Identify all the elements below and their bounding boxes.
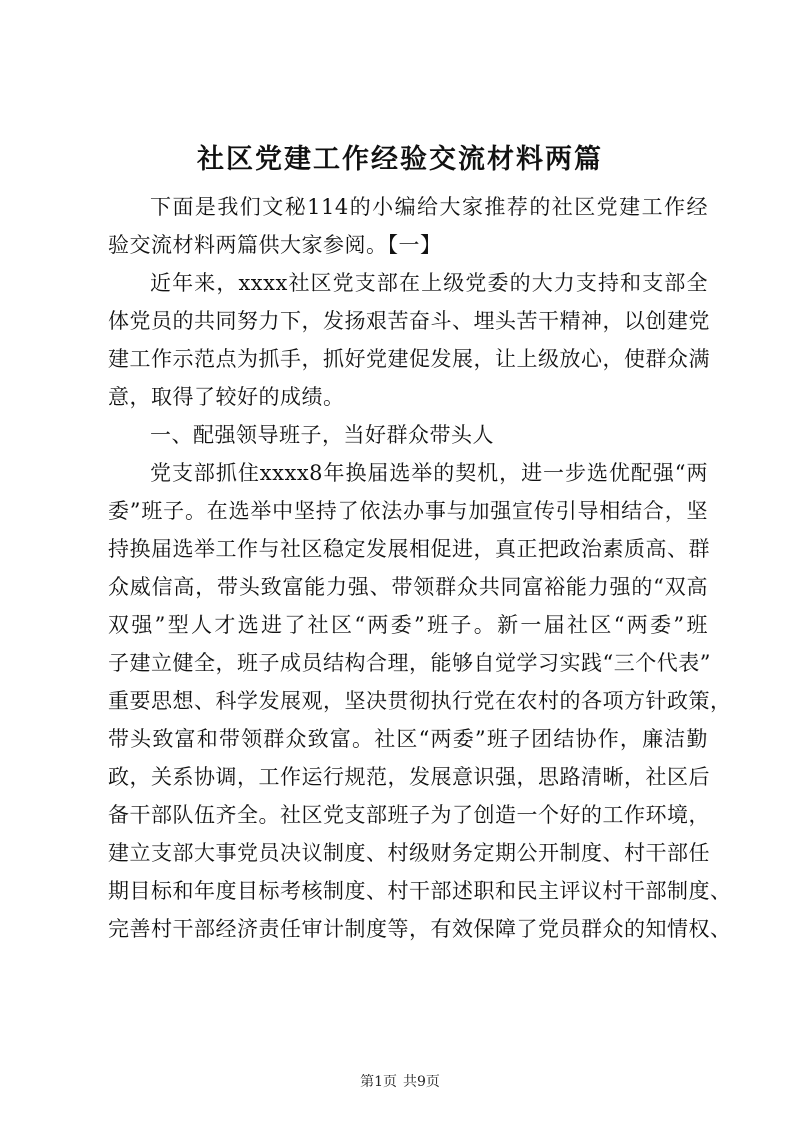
- paragraph-line: 建立支部大事党员决议制度、村级财务定期公开制度、村干部任: [108, 841, 710, 865]
- paragraph-line: 完善村干部经济责任审计制度等，有效保障了党员群众的知情权、: [108, 917, 732, 941]
- paragraph-line: 子建立健全，班子成员结构合理，能够自觉学习实践“三个代表”: [108, 651, 711, 675]
- paragraph-line: 期目标和年度目标考核制度、村干部述职和民主评议村干部制度、: [108, 879, 732, 903]
- paragraph-line: 政，关系协调，工作运行规范，发展意识强，思路清晰，社区后: [108, 765, 710, 789]
- paragraph-line: 众威信高，带头致富能力强、带领群众共同富裕能力强的“双高: [108, 575, 708, 599]
- section-heading: 一、配强领导班子，当好群众带头人: [150, 423, 494, 447]
- paragraph-line: 验交流材料两篇供大家参阅。【一】: [108, 233, 442, 257]
- paragraph-line: 体党员的共同努力下，发扬艰苦奋斗、埋头苦干精神，以创建党: [108, 309, 710, 333]
- page-number: 第1页: [360, 1074, 397, 1090]
- page-footer: [0, 1072, 800, 1092]
- paragraph-line: 备干部队伍齐全。社区党支部班子为了创造一个好的工作环境，: [108, 803, 710, 827]
- paragraph-line: 重要思想、科学发展观，坚决贯彻执行党在农村的各项方针政策，: [108, 689, 732, 713]
- paragraph-line: 近年来，xxxx社区党支部在上级党委的大力支持和支部全: [150, 271, 708, 295]
- paragraph-line: 建工作示范点为抓手，抓好党建促发展，让上级放心，使群众满: [108, 347, 710, 371]
- paragraph-line: 下面是我们文秘114的小编给大家推荐的社区党建工作经: [150, 195, 708, 219]
- paragraph-line: 党支部抓住xxxx8年换届选举的契机，进一步选优配强“两: [150, 461, 708, 485]
- document-title: 社区党建工作经验交流材料两篇: [197, 144, 603, 175]
- paragraph-line: 委”班子。在选举中坚持了依法办事与加强宣传引导相结合，坚: [108, 499, 708, 523]
- paragraph-line: 带头致富和带领群众致富。社区“两委”班子团结协作，廉洁勤: [108, 727, 708, 751]
- paragraph-line: 双强”型人才选进了社区“两委”班子。新一届社区“两委”班: [108, 613, 708, 637]
- paragraph-line: 持换届选举工作与社区稳定发展相促进，真正把政治素质高、群: [108, 537, 710, 561]
- document-body: [108, 188, 732, 948]
- paragraph-line: 意，取得了较好的成绩。: [108, 385, 345, 409]
- page-total: 共9页: [403, 1074, 440, 1090]
